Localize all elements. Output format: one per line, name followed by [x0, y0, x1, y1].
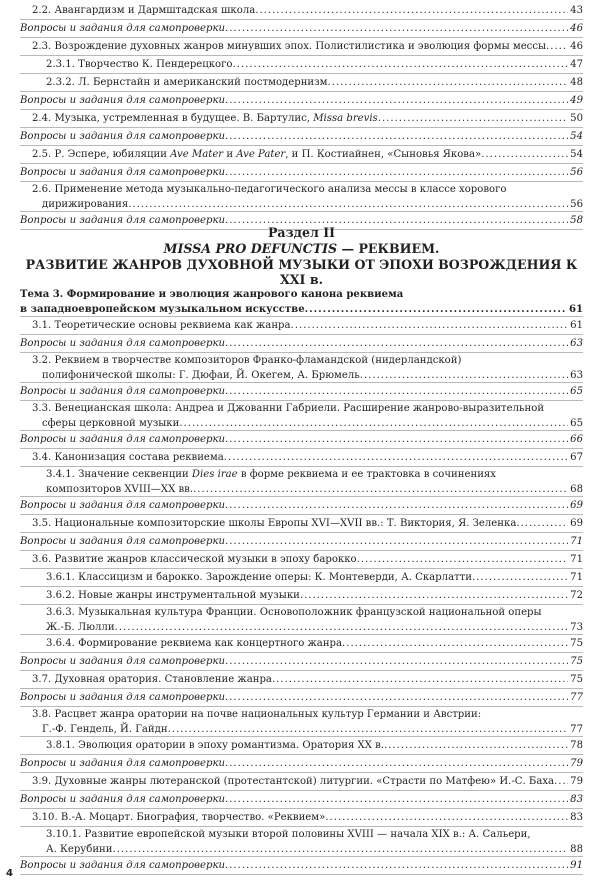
dot-leader — [325, 812, 568, 824]
toc-entry-row[interactable] — [20, 737, 583, 755]
dot-leader — [225, 758, 568, 770]
dot-leader — [168, 724, 569, 736]
toc-page-number: 56 — [570, 199, 583, 210]
toc-entry-text-part: 2.2. Авангардизм и Дармштадская школа — [32, 5, 256, 16]
toc-page-number: 71 — [570, 554, 583, 565]
dot-leader — [225, 338, 568, 350]
toc-review-questions-row[interactable] — [20, 653, 583, 671]
toc-entry-title — [32, 554, 357, 566]
toc-entry-text-part: 2.3.1. Творчество К. Пендерецкого — [46, 59, 233, 70]
toc-review-questions-row[interactable] — [20, 335, 583, 353]
dot-leader — [272, 674, 568, 686]
dot-leader — [225, 794, 568, 806]
toc-entry-italic-text: Missa brevis — [313, 113, 378, 124]
toc-entry-text-part: и — [223, 149, 237, 160]
toc-page-number: 49 — [570, 95, 583, 106]
review-questions-label — [20, 500, 225, 512]
toc-entry-row[interactable] — [20, 551, 583, 569]
dot-leader — [225, 536, 568, 548]
toc-page-number: 56 — [570, 167, 583, 178]
toc-entry-title — [46, 572, 472, 584]
toc-page-number: 50 — [570, 113, 583, 124]
dot-leader — [516, 518, 568, 530]
review-questions-label — [20, 338, 225, 350]
page-number: 4 — [6, 868, 13, 879]
section-title-rest: — РЕКВИЕМ. — [337, 241, 440, 256]
dot-leader — [305, 304, 567, 316]
section-label: Раздел II — [267, 225, 336, 240]
toc-entry-row[interactable] — [20, 827, 583, 857]
toc-entry-title-line-2: Ж.-Б. Люлли — [46, 622, 115, 633]
toc-review-questions-row[interactable] — [20, 791, 583, 809]
toc-entry-row[interactable] — [20, 671, 583, 689]
toc-entry-text-part: Вопросы и задания для самопроверки — [20, 536, 226, 547]
toc-entry-title-line-1: 3.6.3. Музыкальная культура Франции. Основоположник французской национальной оперы — [46, 607, 542, 618]
review-questions-label — [20, 434, 225, 446]
toc-entry-title-line-1: 3.3. Венецианская школа: Андреа и Джованни Габриели. Расширение жанрово-выразительной — [32, 403, 545, 414]
toc-entry-row[interactable] — [20, 515, 583, 533]
dot-leader — [357, 554, 569, 566]
toc-entry-text-part: 3.6.4. Формирование реквиема как концертного жанра — [46, 638, 343, 649]
toc-entry-title-line-2: полифонической школы: Г. Дюфаи, Й. Окегем, А. Брюмель — [42, 370, 360, 381]
toc-entry-title-line-1: 2.6. Применение метода музыкально-педагогического анализа мессы в классе хорового — [32, 184, 507, 195]
toc-entry-title — [32, 674, 272, 686]
toc-entry-text-part: Вопросы и задания для самопроверки — [20, 794, 226, 805]
dot-leader — [225, 434, 568, 446]
toc-entry-text-part: Вопросы и задания для самопроверки — [20, 386, 226, 397]
dot-leader — [225, 656, 568, 668]
review-questions-label — [20, 386, 225, 398]
toc-page-number: 79 — [570, 776, 583, 787]
toc-entry-title — [32, 776, 554, 788]
toc-entry-title — [46, 740, 384, 752]
toc-page-number: 72 — [570, 590, 583, 601]
toc-entry-text-part: 3.4. Канонизация состава реквиема — [32, 452, 224, 463]
toc-entry-text-part: 2.4. Музыка, устремленная в будущее. В. Бартулис, — [32, 113, 314, 124]
toc-page-number: 71 — [570, 536, 583, 547]
toc-entry-row[interactable] — [20, 287, 583, 317]
toc-page-number: 77 — [570, 724, 583, 735]
toc-page-number: 83 — [570, 794, 583, 805]
toc-page-number: 88 — [570, 844, 583, 855]
toc-review-questions-row[interactable] — [20, 755, 583, 773]
toc-entry-row[interactable] — [20, 401, 583, 431]
toc-entry-title-line-2: дирижирования — [42, 199, 129, 210]
toc-entry-text-part: 3.1. Теоретические основы реквиема как жанра — [32, 320, 291, 331]
toc-entry-row[interactable] — [20, 467, 583, 497]
dot-leader — [291, 320, 569, 332]
toc-entry-title — [32, 452, 224, 464]
toc-page-number: 69 — [570, 500, 583, 511]
section-title-latin: MISSA PRO DEFUNCTIS — [163, 241, 338, 256]
toc-entry-title — [32, 812, 325, 824]
dot-leader — [115, 622, 569, 634]
toc-page-number: 68 — [570, 484, 583, 495]
toc-entry-text-part: Вопросы и задания для самопроверки — [20, 215, 226, 226]
dot-leader — [113, 844, 569, 856]
toc-entry-text-part: 3.10. В.-А. Моцарт. Биография, творчество. «Реквием» — [32, 812, 326, 823]
review-questions-label — [20, 758, 225, 770]
toc-entry-row[interactable] — [20, 587, 583, 605]
toc-entry-title — [32, 518, 516, 530]
toc-entry-row[interactable] — [20, 809, 583, 827]
dot-leader — [225, 692, 568, 704]
toc-entry-row[interactable] — [20, 773, 583, 791]
section-heading — [20, 0, 583, 287]
toc-entry-row[interactable] — [20, 569, 583, 587]
toc-entry-title-line-1 — [46, 469, 496, 480]
toc-entry-text-part: Вопросы и задания для самопроверки — [20, 95, 226, 106]
dot-leader — [342, 638, 568, 650]
toc-entry-text-part: Вопросы и задания для самопроверки — [20, 131, 226, 142]
toc-part-2 — [20, 287, 583, 875]
toc-review-questions-row[interactable] — [20, 383, 583, 401]
review-questions-label — [20, 536, 225, 548]
toc-entry-text-part: Вопросы и задания для самопроверки — [20, 692, 226, 703]
toc-page-number: 54 — [570, 131, 583, 142]
dot-leader — [472, 572, 568, 584]
toc-entry-text-part: Вопросы и задания для самопроверки — [20, 860, 226, 871]
section-title-line-1 — [20, 241, 583, 256]
toc-page-number: 91 — [570, 860, 583, 871]
toc-entry-title-line-1: Тема 3. Формирование и эволюция жанрового канона реквиема — [20, 289, 404, 300]
toc-entry-text-part: Вопросы и задания для самопроверки — [20, 338, 226, 349]
toc-page-number: 63 — [570, 338, 583, 349]
toc-entry-italic-text: Dies irae — [191, 469, 238, 480]
review-questions-label — [20, 860, 225, 872]
toc-entry-text-part: Вопросы и задания для самопроверки — [20, 500, 226, 511]
dot-leader — [224, 452, 568, 464]
toc-entry-title — [46, 638, 342, 650]
toc-entry-text-part: , и П. Костиайнен, «Сыновья Якова» — [285, 149, 482, 160]
toc-entry-text-part: Вопросы и задания для самопроверки — [20, 758, 226, 769]
toc-review-questions-row[interactable] — [20, 857, 583, 875]
dot-leader — [360, 370, 568, 382]
toc-entry-row[interactable] — [20, 353, 583, 383]
toc-page-number: 63 — [570, 370, 583, 381]
toc-page-number: 48 — [570, 77, 583, 88]
toc-entry-row[interactable] — [20, 317, 583, 335]
dot-leader — [300, 590, 568, 602]
toc-entry-title-line-1: 3.8. Расцвет жанра оратории на почве национальных культур Германии и Австрии: — [32, 709, 482, 720]
review-questions-label — [20, 794, 225, 806]
toc-page-number: 65 — [570, 418, 583, 429]
toc-page-number: 71 — [570, 572, 583, 583]
toc-entry-text-part: 3.5. Национальные композиторские школы Европы XVI—XVII вв.: Т. Виктория, Я. Зеленка — [32, 518, 517, 529]
toc-page-number: 73 — [570, 622, 583, 633]
toc-entry-row[interactable] — [20, 635, 583, 653]
toc-review-questions-row[interactable] — [20, 533, 583, 551]
toc-entry-title-line-2: А. Керубини — [46, 844, 113, 855]
toc-entry-text-part: 2.5. Р. Эспере, юбиляции — [32, 149, 171, 160]
toc-page-number: 77 — [570, 692, 583, 703]
toc-page-number: 75 — [570, 638, 583, 649]
toc-review-questions-row[interactable] — [20, 431, 583, 449]
toc-entry-text-part: 2.3. Возрождение духовных жанров минувших эпох. Полистилистика и эволюция формы мессы — [32, 41, 547, 52]
dot-leader — [193, 484, 568, 496]
dot-leader — [384, 740, 568, 752]
toc-entry-title — [46, 590, 300, 602]
toc-page-number: 54 — [570, 149, 583, 160]
toc-entry-row[interactable] — [20, 605, 583, 635]
dot-leader — [179, 418, 568, 430]
toc-page-number: 43 — [570, 5, 583, 16]
toc-entry-text-part: 3.6.2. Новые жанры инструментальной музыки — [46, 590, 300, 601]
toc-entry-italic-text: Ave Pater — [236, 149, 286, 160]
toc-page-number: 47 — [570, 59, 583, 70]
toc-entry-text-part: Вопросы и задания для самопроверки — [20, 23, 226, 34]
toc-entry-title-line-1: 3.2. Реквием в творчестве композиторов Франко-фламандской (нидерландской) — [32, 355, 462, 366]
toc-entry-title-line-2: композиторов XVIII—XX вв. — [46, 484, 194, 495]
toc-page-number: 79 — [570, 758, 583, 769]
toc-page-number: 46 — [570, 41, 583, 52]
toc-page-number: 75 — [570, 674, 583, 685]
toc-entry-text-part: Вопросы и задания для самопроверки — [20, 434, 226, 445]
toc-entry-text-part: 3.6.1. Классицизм и барокко. Зарождение оперы: К. Монтеверди, А. Скарлатти — [46, 572, 472, 583]
toc-page-number: 58 — [570, 215, 583, 226]
toc-page-number: 66 — [570, 434, 583, 445]
toc-entry-title-line-2: сферы церковной музыки — [42, 418, 180, 429]
toc-entry-text-part: в форме реквиема и ее трактовка в сочинениях — [237, 469, 496, 480]
toc-page-number: 46 — [570, 23, 583, 34]
toc-review-questions-row[interactable] — [20, 497, 583, 515]
toc-entry-text-part: 2.3.2. Л. Бернстайн и американский постмодернизм — [46, 77, 328, 88]
toc-entry-text-part: 3.8.1. Эволюция оратории в эпоху романтизма. Оратория XX в. — [46, 740, 384, 751]
dot-leader — [554, 776, 568, 788]
toc-entry-row[interactable] — [20, 449, 583, 467]
toc-page-number: 78 — [570, 740, 583, 751]
toc-entry-title — [32, 320, 291, 332]
toc-entry-text-part: 3.4.1. Значение секвенции — [46, 469, 192, 480]
toc-page-number: 75 — [570, 656, 583, 667]
toc-entry-row[interactable] — [20, 707, 583, 737]
toc-entry-text-part: 3.9. Духовные жанры лютеранской (протестантской) литургии. «Страсти по Матфею» И.-С. Баха — [32, 776, 555, 787]
toc-page-number: 83 — [570, 812, 583, 823]
toc-page-number: 61 — [568, 304, 583, 315]
toc-entry-text-part: Вопросы и задания для самопроверки — [20, 167, 226, 178]
toc-entry-italic-text: Ave Mater — [170, 149, 224, 160]
toc-page-number: 69 — [570, 518, 583, 529]
review-questions-label — [20, 692, 225, 704]
toc-page-number: 61 — [570, 320, 583, 331]
toc-page-number: 67 — [570, 452, 583, 463]
section-title-line-2: РАЗВИТИЕ ЖАНРОВ ДУХОВНОЙ МУЗЫКИ ОТ ЭПОХИ ВОЗРОЖДЕНИЯ К XXI в. — [25, 257, 578, 287]
toc-entry-text-part: Вопросы и задания для самопроверки — [20, 656, 226, 667]
toc-entry-title-line-2: Г.-Ф. Гендель, Й. Гайдн — [42, 724, 168, 735]
toc-page-number: 65 — [570, 386, 583, 397]
toc-entry-title-line-2: в западноевропейском музыкальном искусстве — [20, 304, 305, 315]
toc-entry-title-line-1: 3.10.1. Развитие европейской музыки второй половины XVIII — начала XIX в.: А. Сальери, — [46, 829, 531, 840]
toc-review-questions-row[interactable] — [20, 689, 583, 707]
review-questions-label — [20, 656, 225, 668]
dot-leader — [225, 500, 568, 512]
toc-entry-text-part: 3.7. Духовная оратория. Становление жанра — [32, 674, 272, 685]
dot-leader — [225, 386, 568, 398]
toc-entry-text-part: 3.6. Развитие жанров классической музыки в эпоху барокко — [32, 554, 357, 565]
dot-leader — [225, 860, 568, 872]
